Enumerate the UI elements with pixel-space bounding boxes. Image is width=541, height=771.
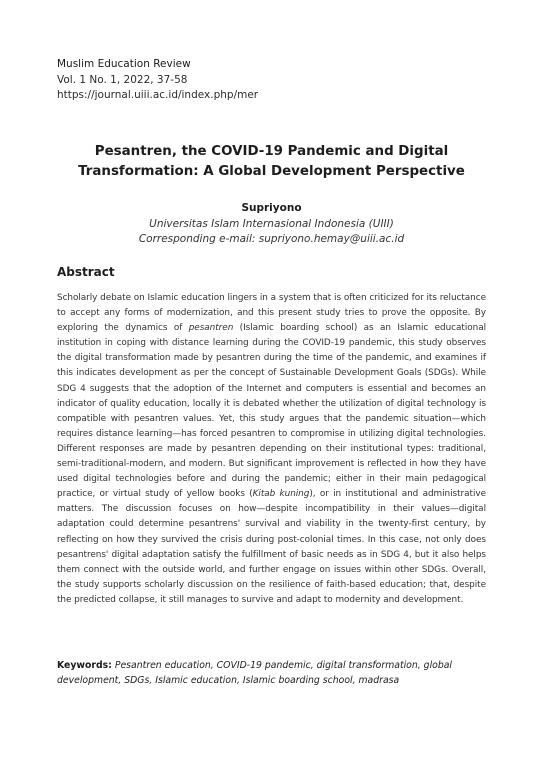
abstract-text-1: Scholarly debate on Islamic education lingers in a system that is often criticized for its reluctance to accept any forms of modernization, and this present study tries to prove the opposite. By exploring the dynamics of: [57, 293, 486, 334]
keywords-list: Pesantren education, COVID-19 pandemic, digital transformation, global development, SDGs, Islamic education, Islamic boarding school, madrasa: [57, 660, 453, 687]
title-line-2: Transformation: A Global Development Perspective: [78, 164, 465, 179]
abstract-body: [57, 291, 486, 608]
author-block: [57, 201, 486, 248]
title-line-1: Pesantren, the COVID-19 Pandemic and Digital: [94, 144, 449, 159]
keywords-label: Keywords:: [57, 660, 112, 671]
journal-volume: Vol. 1 No. 1, 2022, 37-58: [57, 73, 188, 86]
article-title: [57, 142, 486, 182]
author-affiliation: Universitas Islam Internasional Indonesia (UIII): [149, 217, 394, 230]
journal-name: Muslim Education Review: [57, 58, 191, 70]
journal-header: [57, 57, 258, 104]
abstract-heading: Abstract: [57, 265, 115, 279]
keywords-block: [57, 658, 486, 688]
author-email: Corresponding e-mail: supriyono.hemay@uiii.ac.id: [138, 233, 405, 246]
abstract-text-3: ), or in institutional and administrative matters. The discussion focuses on how—despite incompatibility in their values—digital adaptation could determine pesantrens' survival and viability in the twenty-first century, by reflecting on how they survived the crisis during post-colonial times. In this case, not only does pesantrens' digital adaptation satisfy the fulfillment of basic needs as in SDG 4, but it also helps them connect with the outside world, and further engage on issues within other SDGs. Overall, the study supports scholarly discussion on the resilience of faith-based education; that, despite the predicted collapse, it still manages to survive and adapt to modernity and development.: [57, 489, 486, 605]
abstract-term-pesantren: pesantren: [188, 323, 234, 334]
abstract-text-2: (Islamic boarding school) as an Islamic educational institution in coping with distance learning during the COVID-19 pandemic, this study observes the digital transformation made by pesantren during the time of the pandemic, and examines if this indicates development as per the concept of Sustainable Development Goals (SDGs). While SDG 4 suggests that the adoption of the Internet and computers is essential and becomes an indicator of quality education, locally it is debated whether the utilization of digital technology is compatible with pesantren values. Yet, this study argues that the pandemic situation—which requires distance learning—has forced pesantren to compromise in utilizing digital technologies. Different responses are made by pesantren depending on their institutional types: traditional, semi-traditional-modern, and modern. But significant improvement is reflected in how they have used digital technologies before and during the pandemic; either in their main pedagogical practice, or virtual study of yellow books (: [57, 323, 486, 500]
author-name: Supriyono: [241, 202, 302, 214]
journal-url[interactable]: https://journal.uiii.ac.id/index.php/mer: [57, 89, 259, 101]
abstract-term-kitab-kuning: Kitab kuning: [252, 489, 310, 500]
